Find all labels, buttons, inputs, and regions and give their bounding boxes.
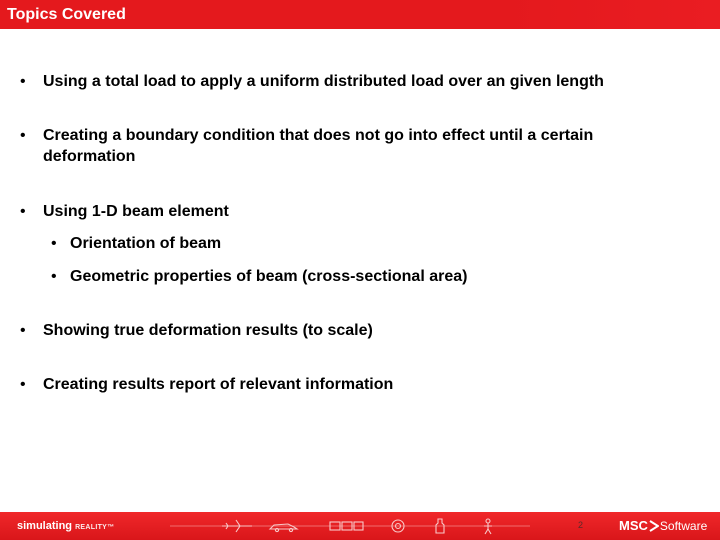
sub-list-item — [51, 266, 701, 287]
brand-msc: MSC — [619, 518, 648, 533]
brand-software: Software — [659, 519, 708, 533]
bullet-text: Creating results report of relevant information — [43, 376, 394, 393]
msc-software-logo — [619, 519, 707, 533]
bullet-text: Geometric properties of beam (cross-sectional area) — [70, 268, 468, 285]
sub-list-item — [51, 233, 701, 254]
footer-icon-strip — [170, 517, 530, 535]
bullet-marker: • — [20, 376, 26, 393]
list-item — [20, 125, 680, 167]
bullet-text: Using 1-D beam element — [43, 203, 229, 220]
bullet-marker: • — [20, 203, 26, 220]
brand-swoosh-icon — [649, 520, 659, 532]
footer-tagline — [17, 520, 114, 534]
bullet-marker: • — [51, 235, 57, 252]
bullet-text: Showing true deformation results (to scale) — [43, 322, 373, 339]
list-item — [20, 201, 700, 222]
page-title: Topics Covered — [7, 6, 126, 23]
bullet-text: Creating a boundary condition that does not go into effect until a certain deformation — [43, 127, 594, 165]
bullet-marker: • — [51, 268, 57, 285]
jet-icon — [222, 520, 252, 532]
list-item — [20, 71, 710, 92]
bullet-marker: • — [20, 73, 26, 90]
footer-bar — [0, 512, 720, 540]
page-number: 2 — [578, 520, 584, 530]
list-item — [20, 320, 700, 341]
bullet-text: Using a total load to apply a uniform distributed load over an given length — [43, 73, 604, 90]
tagline-text: simulating — [17, 520, 73, 532]
bullet-text: Orientation of beam — [70, 235, 222, 252]
person-icon — [484, 519, 492, 534]
bullet-marker: • — [20, 127, 26, 144]
car-icon — [270, 524, 297, 532]
tagline-reality: REALITY™ — [75, 524, 115, 531]
list-item — [20, 374, 700, 395]
bullet-marker: • — [20, 322, 26, 339]
